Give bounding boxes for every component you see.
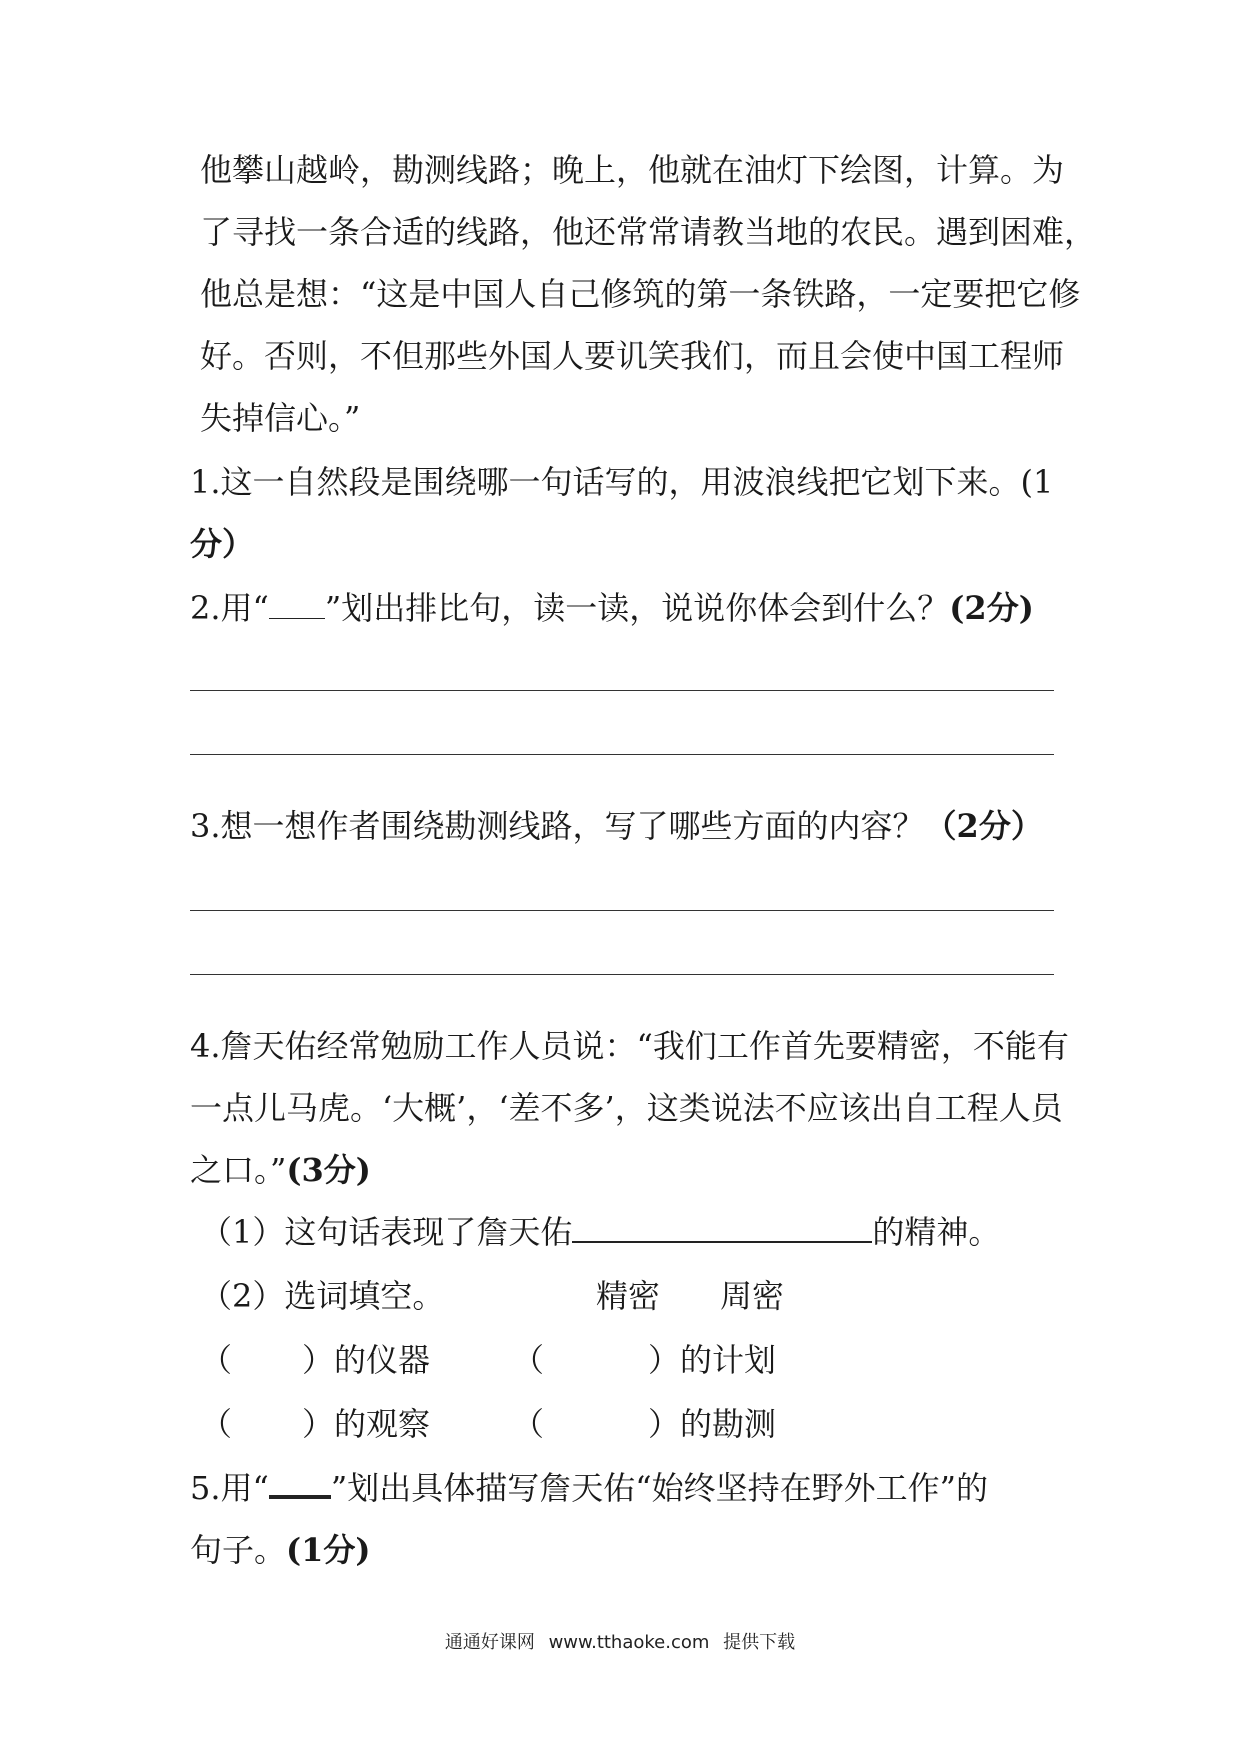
paren-close: ）的仪器	[302, 1341, 431, 1379]
answer-line[interactable]	[190, 754, 1054, 755]
sub-1-prefix: （1）这句话表现了詹天佑	[200, 1213, 573, 1251]
passage-line-1: 他攀山越岭，勘测线路；晚上，他就在油灯下绘图，计算。为	[200, 151, 1065, 189]
passage-line-5: 失掉信心。”	[200, 399, 361, 437]
question-2-score: (2分)	[949, 589, 1034, 627]
question-3-score: （2分）	[924, 807, 1043, 845]
paren-open: （	[512, 1405, 545, 1443]
fill-paren-1[interactable]	[200, 1340, 430, 1380]
passage-line-4: 好。否则，不但那些外国人要讥笑我们，而且会使中国工程师	[200, 337, 1065, 375]
answer-line[interactable]	[190, 690, 1054, 691]
question-5-line-1	[190, 1468, 1070, 1508]
question-2	[190, 588, 1070, 628]
page-footer	[0, 1628, 1240, 1654]
question-5-line-2	[190, 1530, 1070, 1570]
question-3-text: 3.想一想作者围绕勘测线路，写了哪些方面的内容？	[190, 807, 925, 845]
fill-paren-2[interactable]	[512, 1340, 776, 1380]
question-5-score: (1分)	[286, 1531, 371, 1569]
question-5-text: ”划出具体描写詹天佑“始终坚持在野外工作”的	[330, 1469, 988, 1507]
footer-url[interactable]: www.tthaoke.com	[548, 1632, 710, 1653]
answer-line[interactable]	[190, 910, 1054, 911]
paren-open: （	[200, 1341, 233, 1379]
question-4-score: (3分)	[286, 1151, 371, 1189]
passage-line-3: 他总是想：“这是中国人自己修筑的第一条铁路，一定要把它修	[200, 275, 1081, 313]
question-1-line-1: 1.这一自然段是围绕哪一句话写的，用波浪线把它划下来。(1	[190, 463, 1054, 501]
footer-site: 通通好课网	[444, 1632, 535, 1653]
paren-close: ）的勘测	[648, 1405, 777, 1443]
question-4-line-2: 一点儿马虎。‘大概’，‘差不多’，这类说法不应该出自工程人员	[190, 1089, 1063, 1127]
fill-paren-3[interactable]	[200, 1404, 430, 1444]
paren-close: ）的计划	[648, 1341, 777, 1379]
underline-sample	[269, 592, 325, 619]
question-1-line-2: 分）	[190, 525, 255, 563]
question-4-line-3	[190, 1150, 1070, 1190]
word-option-1: 精密	[596, 1277, 661, 1315]
footer-note: 提供下载	[723, 1632, 796, 1653]
paren-close: ）的观察	[302, 1405, 431, 1443]
sub-1-suffix: 的精神。	[872, 1213, 1001, 1251]
question-4-line-3-text: 之口。”	[190, 1151, 287, 1189]
word-option-2: 周密	[720, 1277, 785, 1315]
question-5-prefix: 5.用“	[190, 1469, 269, 1507]
paren-open: （	[200, 1405, 233, 1443]
fill-blank[interactable]	[572, 1215, 872, 1243]
underline-sample	[269, 1469, 331, 1499]
question-4-sub-1	[200, 1212, 1080, 1252]
answer-line[interactable]	[190, 974, 1054, 975]
question-2-prefix: 2.用“	[190, 589, 269, 627]
question-2-text: ”划出排比句，读一读，说说你体会到什么？	[324, 589, 950, 627]
paren-open: （	[512, 1341, 545, 1379]
question-5-line-2-text: 句子。	[190, 1531, 287, 1569]
question-4-sub-2-label: （2）选词填空。	[200, 1277, 445, 1315]
question-4-line-1: 4.詹天佑经常勉励工作人员说：“我们工作首先要精密，不能有	[190, 1027, 1069, 1065]
question-3	[190, 806, 1070, 846]
passage-line-2: 了寻找一条合适的线路，他还常常请教当地的农民。遇到困难，	[200, 213, 1097, 251]
fill-paren-4[interactable]	[512, 1404, 776, 1444]
